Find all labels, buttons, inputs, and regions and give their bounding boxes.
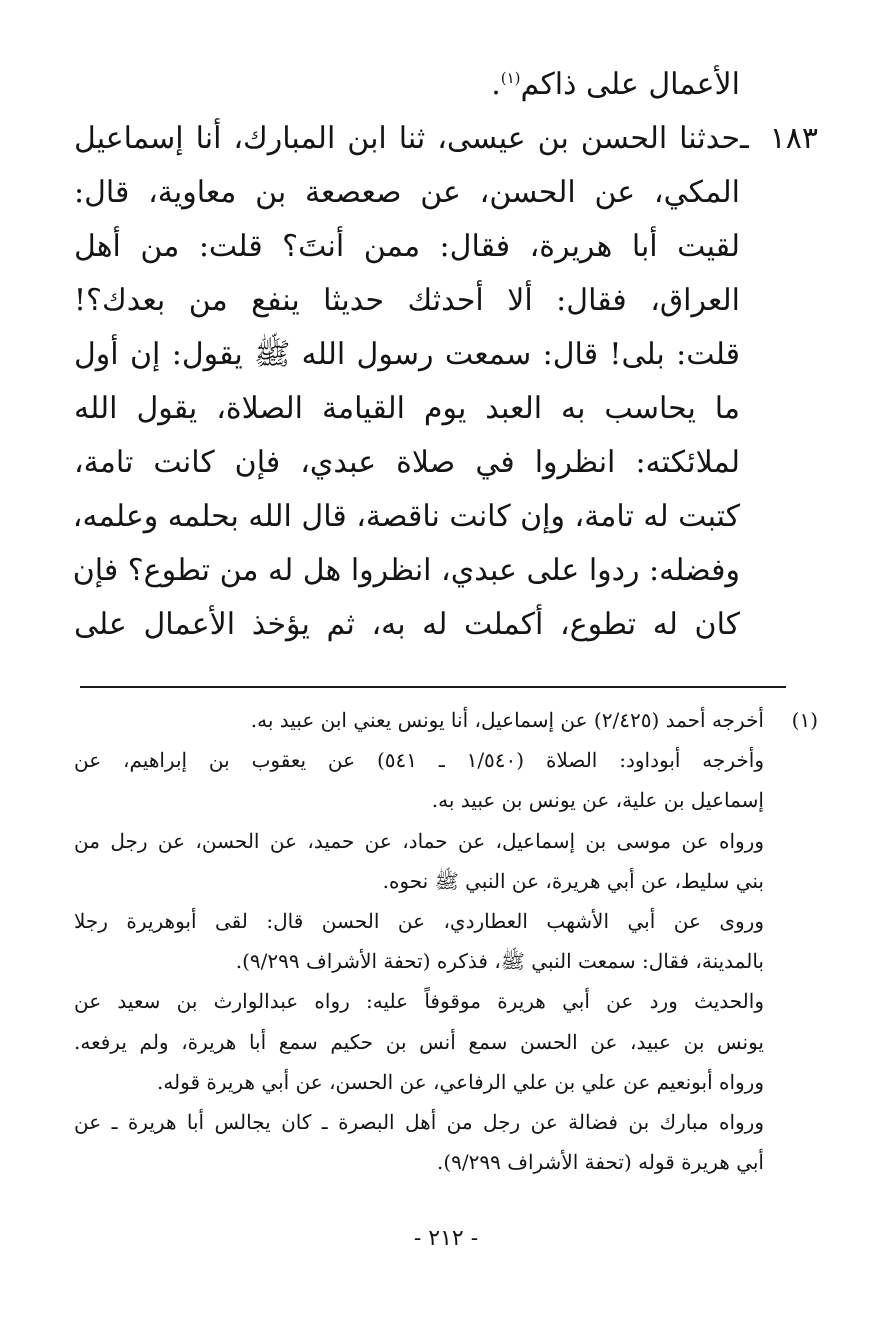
footnote-line: والحديث ورد عن أبي هريرة موقوفاً عليه: رواه عبدالوارث بن سعيد عن <box>74 989 764 1014</box>
footnote-line: وروى عن أبي الأشهب العطاردي، عن الحسن قال: لقى أبوهريرة رجلا <box>74 908 764 933</box>
footnote-ref[interactable]: (١) <box>500 69 521 87</box>
main-line: كتبت له تامة، وإن كانت ناقصة، قال الله بحلمه وعلمه، <box>72 499 740 534</box>
main-line-text: الأعمال على ذاكم <box>520 67 740 102</box>
main-line: وفضله: ردوا على عبدي، انظروا هل له من تطوع؟ فإن <box>72 553 740 588</box>
main-line <box>74 58 740 112</box>
main-line: لملائكته: انظروا في صلاة عبدي، فإن كانت تامة، <box>74 445 740 480</box>
footnote-number: (١) <box>791 708 818 732</box>
main-line <box>74 112 818 166</box>
main-line: العراق، فقال: ألا أحدثك حديثا ينفع من بعدك؟! <box>74 283 740 318</box>
main-text <box>74 58 818 652</box>
main-line: المكي، عن الحسن، عن صعصعة بن معاوية، قال: <box>74 175 740 210</box>
footnote-line: وأخرجه أبوداود: الصلاة (١/٥٤٠ ـ ٥٤١) عن يعقوب بن إبراهيم، عن <box>74 748 764 773</box>
footnote-line: بني سليط، عن أبي هريرة، عن النبي ﷺ نحوه. <box>382 868 764 893</box>
page-number: - ٢١٢ - <box>413 1226 479 1251</box>
footnotes <box>74 700 818 1182</box>
footnote-line: إسماعيل بن علية، عن يونس بن عبيد به. <box>431 788 764 813</box>
main-line-end: . <box>491 67 501 102</box>
footnote-line-text: أخرجه أحمد (٢/٤٢٥) عن إسماعيل، أنا يونس يعني ابن عبيد به. <box>250 708 764 732</box>
footnote-line <box>74 700 818 740</box>
footnote-line: ورواه أبونعيم عن علي بن علي الرفاعي، عن الحسن، عن أبي هريرة قوله. <box>156 1069 764 1094</box>
footnote-line: ورواه مبارك بن فضالة عن رجل من أهل البصرة ـ كان يجالس أبا هريرة ـ عن <box>74 1109 764 1134</box>
main-line: ما يحاسب به العبد يوم القيامة الصلاة، يقول الله <box>74 391 740 426</box>
main-line-text: حدثنا الحسن بن عيسى، ثنا ابن المبارك، أنا إسماعيل <box>74 121 740 156</box>
footnote-divider <box>80 686 786 688</box>
footnote-line: يونس بن عبيد، عن الحسن سمع أنس بن حكيم سمع أبا هريرة، ولم يرفعه. <box>74 1029 764 1054</box>
main-line: قلت: بلى! قال: سمعت رسول الله ﷺ يقول: إن أول <box>74 337 740 372</box>
footnote-line: بالمدينة، فقال: سمعت النبي ﷺ، فذكره (تحفة الأشراف ٩/٢٩٩). <box>235 949 764 974</box>
main-line: لقيت أبا هريرة، فقال: ممن أنتَ؟ قلت: من أهل <box>74 229 740 264</box>
hadith-number: ١٨٣ ـ <box>740 121 818 156</box>
main-line: كان له تطوع، أكملت له به، ثم يؤخذ الأعمال على <box>74 607 740 642</box>
footnote-line: ورواه عن موسى بن إسماعيل، عن حماد، عن حميد، عن الحسن، عن رجل من <box>74 828 765 853</box>
footnote-line: أبي هريرة قوله (تحفة الأشراف ٩/٢٩٩). <box>436 1150 764 1175</box>
